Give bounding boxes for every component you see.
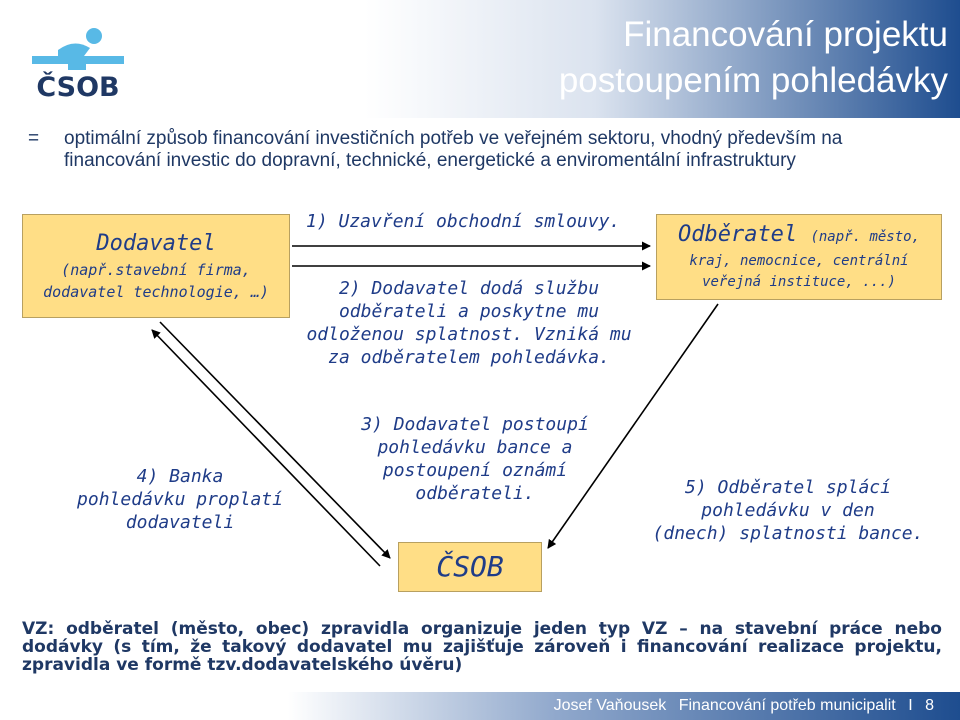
supplier-desc-line-1: (např.stavební firma, xyxy=(61,261,251,279)
step-4-line: pohledávku proplatí xyxy=(77,489,283,510)
step-3-line: odběrateli. xyxy=(415,483,535,504)
footer-text xyxy=(546,696,934,716)
step-5-line: 5) Odběratel splácí xyxy=(685,477,891,498)
step-5-label xyxy=(640,476,936,545)
supplier-desc-line-2: dodavatel technologie, …) xyxy=(43,283,269,301)
step-5-line: pohledávku v den xyxy=(701,500,875,521)
step-2-label xyxy=(296,277,642,369)
step-2-line: 2) Dodavatel dodá službu xyxy=(338,278,600,299)
step-4-label xyxy=(60,465,300,534)
procurement-note: VZ: odběratel (město, obec) zpravidla organizuje jeden typ VZ – na stavební práce nebo dodávky (s tím, že takový dodavatel mu zajišťuje zároveň i financování realizace projektu, zpravidla ve formě tzv.dodavatelského úvěru) xyxy=(22,619,942,675)
step-5-line: (dnech) splatnosti bance. xyxy=(652,523,924,544)
customer-desc-line-1: kraj, nemocnice, centrální xyxy=(689,253,909,269)
footer-topic: Financování potřeb municipalit xyxy=(678,697,896,714)
title-line-1: Financování projektu xyxy=(623,15,948,54)
bank-box xyxy=(398,542,542,592)
footer-bar xyxy=(0,692,960,720)
customer-name-suffix: (např. město, xyxy=(810,229,921,245)
step-2-line: za odběratelem pohledávka. xyxy=(328,347,610,368)
title-line-2: postoupením pohledávky xyxy=(558,61,948,100)
step-3-line: pohledávku bance a xyxy=(377,437,573,458)
step-2-line: odběrateli a poskytne mu xyxy=(338,301,600,322)
footer-author: Josef Vaňousek xyxy=(553,697,667,714)
bank-name: ČSOB xyxy=(436,550,504,583)
equals-symbol: = xyxy=(28,128,40,149)
step-1-label: 1) Uzavření obchodní smlouvy. xyxy=(306,211,621,232)
step-4-line: 4) Banka xyxy=(136,466,224,487)
step-3-line: 3) Dodavatel postoupí xyxy=(361,414,589,435)
footer-separator: I xyxy=(908,697,913,714)
customer-name: Odběratel xyxy=(677,222,798,247)
step-3-line: postoupení oznámí xyxy=(382,460,568,481)
page-number: 8 xyxy=(925,697,934,714)
step-2-line: odloženou splatnost. Vzniká mu xyxy=(306,324,632,345)
intro-text: optimální způsob financování investičních potřeb ve veřejném sektoru, vhodný především na financování investic do dopravní, technické, energetické a enviromentální infrastruktury xyxy=(64,128,843,171)
customer-desc-line-2: veřejná instituce, ...) xyxy=(702,274,896,290)
step-4-line: dodavateli xyxy=(125,512,235,533)
csob-logo-text: ČSOB xyxy=(36,72,120,100)
step-3-label xyxy=(340,413,610,505)
supplier-name: Dodavatel xyxy=(96,231,216,256)
